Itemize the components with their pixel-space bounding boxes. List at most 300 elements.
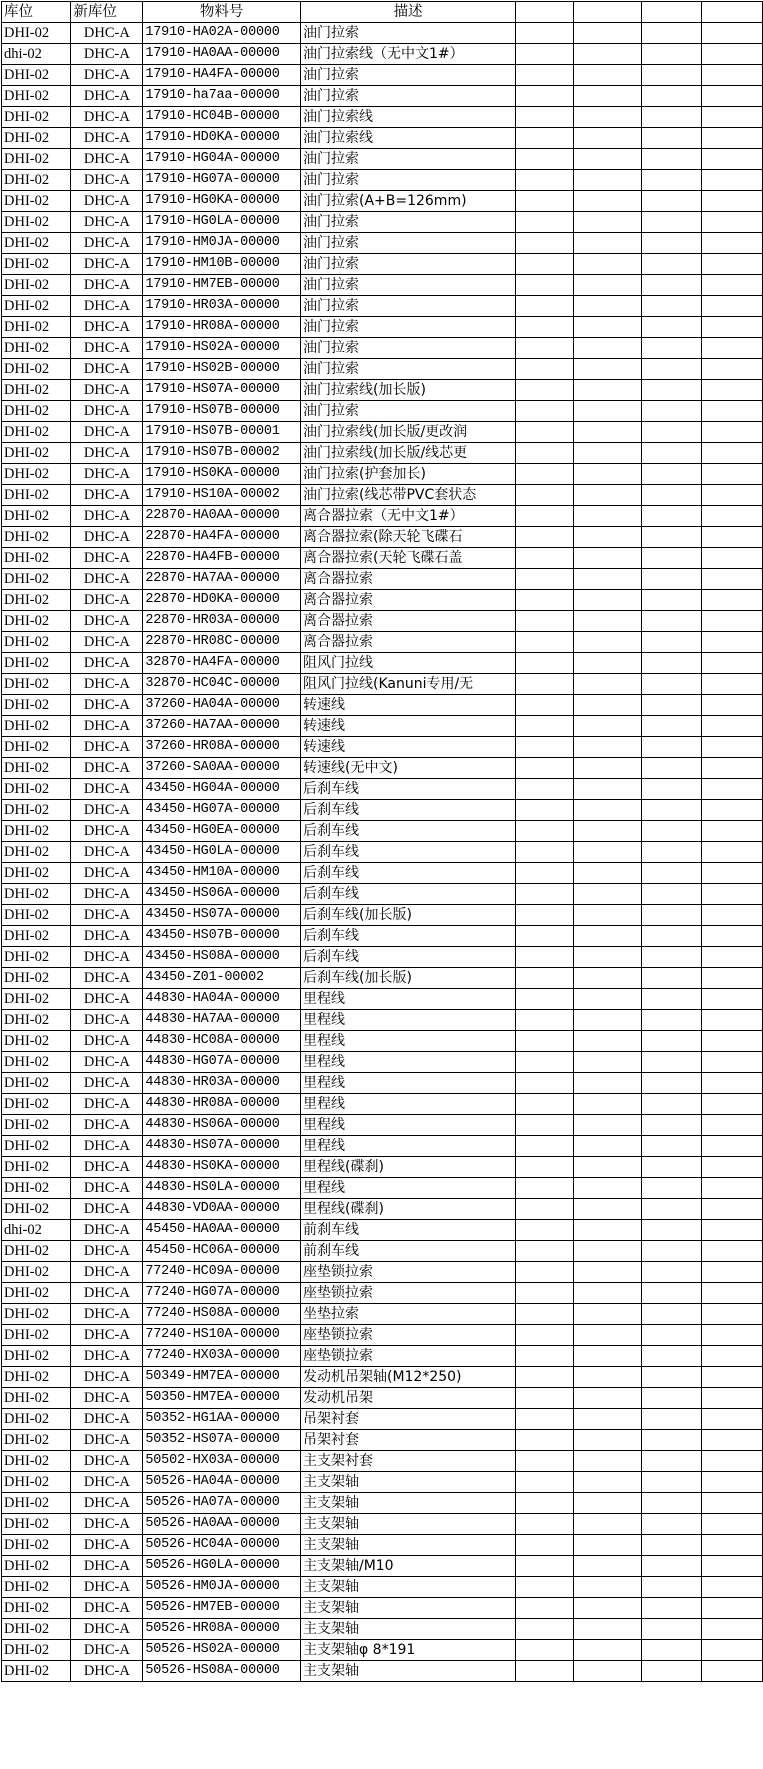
- empty-cell[interactable]: [641, 65, 702, 86]
- empty-cell[interactable]: [516, 1262, 574, 1283]
- part-number-cell[interactable]: 37260-SA0AA-00000: [143, 758, 301, 779]
- empty-cell[interactable]: [574, 695, 641, 716]
- empty-cell[interactable]: [516, 1094, 574, 1115]
- part-number-cell[interactable]: 77240-HX03A-00000: [143, 1346, 301, 1367]
- location-cell[interactable]: DHI-02: [2, 1430, 71, 1451]
- empty-cell[interactable]: [641, 1619, 702, 1640]
- empty-cell[interactable]: [574, 1052, 641, 1073]
- location-cell[interactable]: DHI-02: [2, 65, 71, 86]
- header-part-number[interactable]: 物料号: [143, 2, 301, 23]
- location-cell[interactable]: DHI-02: [2, 506, 71, 527]
- empty-cell[interactable]: [702, 1220, 763, 1241]
- part-number-cell[interactable]: 37260-HA7AA-00000: [143, 716, 301, 737]
- empty-cell[interactable]: [574, 1010, 641, 1031]
- empty-cell[interactable]: [516, 1493, 574, 1514]
- location-cell[interactable]: DHI-02: [2, 317, 71, 338]
- empty-cell[interactable]: [574, 149, 641, 170]
- empty-cell[interactable]: [516, 653, 574, 674]
- empty-cell[interactable]: [641, 1052, 702, 1073]
- empty-cell[interactable]: [516, 1451, 574, 1472]
- empty-cell[interactable]: [641, 1325, 702, 1346]
- empty-cell[interactable]: [702, 716, 763, 737]
- location-cell[interactable]: DHI-02: [2, 1031, 71, 1052]
- empty-cell[interactable]: [641, 44, 702, 65]
- empty-cell[interactable]: [574, 1031, 641, 1052]
- empty-cell[interactable]: [574, 1514, 641, 1535]
- part-number-cell[interactable]: 43450-HS08A-00000: [143, 947, 301, 968]
- new-location-cell[interactable]: DHC-A: [71, 590, 143, 611]
- part-number-cell[interactable]: 43450-HS07A-00000: [143, 905, 301, 926]
- empty-cell[interactable]: [702, 968, 763, 989]
- empty-cell[interactable]: [702, 1031, 763, 1052]
- empty-cell[interactable]: [702, 1493, 763, 1514]
- description-cell[interactable]: 油门拉索线(加长版): [300, 380, 515, 401]
- location-cell[interactable]: DHI-02: [2, 632, 71, 653]
- part-number-cell[interactable]: 17910-HA02A-00000: [143, 23, 301, 44]
- description-cell[interactable]: 油门拉索: [300, 254, 515, 275]
- empty-cell[interactable]: [641, 779, 702, 800]
- empty-cell[interactable]: [702, 23, 763, 44]
- empty-cell[interactable]: [516, 632, 574, 653]
- empty-cell[interactable]: [516, 905, 574, 926]
- description-cell[interactable]: 发动机吊架轴(M12*250): [300, 1367, 515, 1388]
- empty-cell[interactable]: [516, 107, 574, 128]
- location-cell[interactable]: DHI-02: [2, 233, 71, 254]
- description-cell[interactable]: 阻风门拉线(Kanuni专用/无: [300, 674, 515, 695]
- location-cell[interactable]: dhi-02: [2, 1220, 71, 1241]
- empty-cell[interactable]: [574, 86, 641, 107]
- empty-cell[interactable]: [516, 44, 574, 65]
- new-location-cell[interactable]: DHC-A: [71, 107, 143, 128]
- part-number-cell[interactable]: 17910-HC04B-00000: [143, 107, 301, 128]
- new-location-cell[interactable]: DHC-A: [71, 1556, 143, 1577]
- description-cell[interactable]: 油门拉索: [300, 233, 515, 254]
- description-cell[interactable]: 后刹车线: [300, 821, 515, 842]
- description-cell[interactable]: 油门拉索线: [300, 107, 515, 128]
- empty-cell[interactable]: [574, 485, 641, 506]
- empty-cell[interactable]: [702, 1598, 763, 1619]
- new-location-cell[interactable]: DHC-A: [71, 1073, 143, 1094]
- empty-cell[interactable]: [516, 1472, 574, 1493]
- empty-cell[interactable]: [641, 1010, 702, 1031]
- location-cell[interactable]: DHI-02: [2, 926, 71, 947]
- empty-cell[interactable]: [516, 23, 574, 44]
- new-location-cell[interactable]: DHC-A: [71, 191, 143, 212]
- empty-cell[interactable]: [516, 695, 574, 716]
- empty-cell[interactable]: [516, 1346, 574, 1367]
- location-cell[interactable]: DHI-02: [2, 1262, 71, 1283]
- empty-cell[interactable]: [641, 485, 702, 506]
- empty-cell[interactable]: [702, 989, 763, 1010]
- location-cell[interactable]: DHI-02: [2, 1052, 71, 1073]
- empty-cell[interactable]: [641, 716, 702, 737]
- part-number-cell[interactable]: 44830-HG07A-00000: [143, 1052, 301, 1073]
- part-number-cell[interactable]: 17910-HM7EB-00000: [143, 275, 301, 296]
- empty-cell[interactable]: [574, 1430, 641, 1451]
- empty-cell[interactable]: [574, 1640, 641, 1661]
- empty-cell[interactable]: [516, 1115, 574, 1136]
- empty-cell[interactable]: [702, 296, 763, 317]
- empty-cell[interactable]: [641, 1241, 702, 1262]
- new-location-cell[interactable]: DHC-A: [71, 611, 143, 632]
- empty-cell[interactable]: [641, 1283, 702, 1304]
- part-number-cell[interactable]: 17910-HA0AA-00000: [143, 44, 301, 65]
- empty-cell[interactable]: [641, 1136, 702, 1157]
- empty-cell[interactable]: [702, 44, 763, 65]
- empty-cell[interactable]: [641, 611, 702, 632]
- description-cell[interactable]: 油门拉索(线芯带PVC套状态: [300, 485, 515, 506]
- empty-cell[interactable]: [516, 191, 574, 212]
- empty-cell[interactable]: [641, 1514, 702, 1535]
- empty-cell[interactable]: [702, 1640, 763, 1661]
- header-location[interactable]: 库位: [2, 2, 71, 23]
- empty-cell[interactable]: [702, 443, 763, 464]
- location-cell[interactable]: DHI-02: [2, 1472, 71, 1493]
- part-number-cell[interactable]: 44830-HS0KA-00000: [143, 1157, 301, 1178]
- description-cell[interactable]: 主支架轴φ 8*191: [300, 1640, 515, 1661]
- empty-cell[interactable]: [641, 1388, 702, 1409]
- new-location-cell[interactable]: DHC-A: [71, 44, 143, 65]
- part-number-cell[interactable]: 43450-HG07A-00000: [143, 800, 301, 821]
- part-number-cell[interactable]: 37260-HR08A-00000: [143, 737, 301, 758]
- empty-cell[interactable]: [641, 212, 702, 233]
- empty-cell[interactable]: [641, 1367, 702, 1388]
- part-number-cell[interactable]: 17910-HS07B-00000: [143, 401, 301, 422]
- empty-cell[interactable]: [702, 1241, 763, 1262]
- location-cell[interactable]: DHI-02: [2, 863, 71, 884]
- new-location-cell[interactable]: DHC-A: [71, 1346, 143, 1367]
- location-cell[interactable]: DHI-02: [2, 527, 71, 548]
- location-cell[interactable]: DHI-02: [2, 128, 71, 149]
- description-cell[interactable]: 吊架衬套: [300, 1409, 515, 1430]
- empty-cell[interactable]: [702, 1430, 763, 1451]
- location-cell[interactable]: DHI-02: [2, 611, 71, 632]
- empty-cell[interactable]: [516, 1010, 574, 1031]
- empty-cell[interactable]: [641, 674, 702, 695]
- new-location-cell[interactable]: DHC-A: [71, 233, 143, 254]
- empty-cell[interactable]: [516, 1409, 574, 1430]
- empty-cell[interactable]: [702, 233, 763, 254]
- empty-cell[interactable]: [702, 338, 763, 359]
- new-location-cell[interactable]: DHC-A: [71, 548, 143, 569]
- empty-cell[interactable]: [574, 527, 641, 548]
- empty-cell[interactable]: [574, 128, 641, 149]
- location-cell[interactable]: dhi-02: [2, 44, 71, 65]
- empty-cell[interactable]: [641, 149, 702, 170]
- empty-cell[interactable]: [702, 422, 763, 443]
- new-location-cell[interactable]: DHC-A: [71, 149, 143, 170]
- empty-cell[interactable]: [574, 590, 641, 611]
- empty-cell[interactable]: [702, 863, 763, 884]
- description-cell[interactable]: 油门拉索(A+B=126mm): [300, 191, 515, 212]
- empty-cell[interactable]: [574, 674, 641, 695]
- new-location-cell[interactable]: DHC-A: [71, 1115, 143, 1136]
- empty-cell[interactable]: [516, 1535, 574, 1556]
- description-cell[interactable]: 里程线: [300, 989, 515, 1010]
- description-cell[interactable]: 主支架轴: [300, 1661, 515, 1682]
- empty-cell[interactable]: [641, 1598, 702, 1619]
- part-number-cell[interactable]: 17910-HG07A-00000: [143, 170, 301, 191]
- location-cell[interactable]: DHI-02: [2, 149, 71, 170]
- description-cell[interactable]: 油门拉索: [300, 86, 515, 107]
- empty-cell[interactable]: [516, 611, 574, 632]
- empty-cell[interactable]: [641, 1577, 702, 1598]
- empty-cell[interactable]: [702, 506, 763, 527]
- location-cell[interactable]: DHI-02: [2, 212, 71, 233]
- empty-cell[interactable]: [702, 821, 763, 842]
- empty-cell[interactable]: [516, 254, 574, 275]
- location-cell[interactable]: DHI-02: [2, 1409, 71, 1430]
- empty-cell[interactable]: [641, 1031, 702, 1052]
- description-cell[interactable]: 主支架轴: [300, 1577, 515, 1598]
- new-location-cell[interactable]: DHC-A: [71, 86, 143, 107]
- empty-cell[interactable]: [574, 1556, 641, 1577]
- part-number-cell[interactable]: 22870-HA0AA-00000: [143, 506, 301, 527]
- part-number-cell[interactable]: 43450-Z01-00002: [143, 968, 301, 989]
- empty-cell[interactable]: [641, 296, 702, 317]
- empty-cell[interactable]: [641, 968, 702, 989]
- empty-cell[interactable]: [702, 1325, 763, 1346]
- new-location-cell[interactable]: DHC-A: [71, 569, 143, 590]
- empty-cell[interactable]: [702, 317, 763, 338]
- empty-cell[interactable]: [641, 527, 702, 548]
- empty-cell[interactable]: [702, 800, 763, 821]
- empty-cell[interactable]: [574, 716, 641, 737]
- empty-cell[interactable]: [702, 1157, 763, 1178]
- part-number-cell[interactable]: 43450-HG0EA-00000: [143, 821, 301, 842]
- new-location-cell[interactable]: DHC-A: [71, 1367, 143, 1388]
- empty-cell[interactable]: [574, 1157, 641, 1178]
- empty-cell[interactable]: [574, 863, 641, 884]
- empty-cell[interactable]: [574, 1136, 641, 1157]
- empty-cell[interactable]: [574, 1535, 641, 1556]
- description-cell[interactable]: 油门拉索: [300, 23, 515, 44]
- description-cell[interactable]: 油门拉索: [300, 170, 515, 191]
- description-cell[interactable]: 油门拉索: [300, 338, 515, 359]
- description-cell[interactable]: 转速线: [300, 716, 515, 737]
- location-cell[interactable]: DHI-02: [2, 1010, 71, 1031]
- empty-cell[interactable]: [702, 359, 763, 380]
- new-location-cell[interactable]: DHC-A: [71, 1409, 143, 1430]
- new-location-cell[interactable]: DHC-A: [71, 947, 143, 968]
- location-cell[interactable]: DHI-02: [2, 1283, 71, 1304]
- part-number-cell[interactable]: 32870-HC04C-00000: [143, 674, 301, 695]
- empty-cell[interactable]: [702, 191, 763, 212]
- empty-cell[interactable]: [702, 1619, 763, 1640]
- header-empty-cell[interactable]: [574, 2, 641, 23]
- part-number-cell[interactable]: 50352-HG1AA-00000: [143, 1409, 301, 1430]
- new-location-cell[interactable]: DHC-A: [71, 1619, 143, 1640]
- location-cell[interactable]: DHI-02: [2, 947, 71, 968]
- part-number-cell[interactable]: 50526-HR08A-00000: [143, 1619, 301, 1640]
- description-cell[interactable]: 油门拉索: [300, 65, 515, 86]
- description-cell[interactable]: 里程线: [300, 1052, 515, 1073]
- empty-cell[interactable]: [702, 653, 763, 674]
- part-number-cell[interactable]: 17910-HS02A-00000: [143, 338, 301, 359]
- header-description[interactable]: 描述: [300, 2, 515, 23]
- new-location-cell[interactable]: DHC-A: [71, 1010, 143, 1031]
- empty-cell[interactable]: [574, 1220, 641, 1241]
- new-location-cell[interactable]: DHC-A: [71, 1535, 143, 1556]
- empty-cell[interactable]: [702, 1514, 763, 1535]
- empty-cell[interactable]: [516, 716, 574, 737]
- description-cell[interactable]: 油门拉索线: [300, 128, 515, 149]
- empty-cell[interactable]: [641, 632, 702, 653]
- new-location-cell[interactable]: DHC-A: [71, 1178, 143, 1199]
- location-cell[interactable]: DHI-02: [2, 590, 71, 611]
- part-number-cell[interactable]: 44830-VD0AA-00000: [143, 1199, 301, 1220]
- location-cell[interactable]: DHI-02: [2, 569, 71, 590]
- empty-cell[interactable]: [516, 758, 574, 779]
- new-location-cell[interactable]: DHC-A: [71, 653, 143, 674]
- part-number-cell[interactable]: 77240-HG07A-00000: [143, 1283, 301, 1304]
- part-number-cell[interactable]: 45450-HA0AA-00000: [143, 1220, 301, 1241]
- new-location-cell[interactable]: DHC-A: [71, 1661, 143, 1682]
- empty-cell[interactable]: [574, 443, 641, 464]
- new-location-cell[interactable]: DHC-A: [71, 863, 143, 884]
- empty-cell[interactable]: [516, 1220, 574, 1241]
- part-number-cell[interactable]: 22870-HR08C-00000: [143, 632, 301, 653]
- empty-cell[interactable]: [574, 758, 641, 779]
- location-cell[interactable]: DHI-02: [2, 1367, 71, 1388]
- empty-cell[interactable]: [516, 674, 574, 695]
- empty-cell[interactable]: [574, 401, 641, 422]
- new-location-cell[interactable]: DHC-A: [71, 758, 143, 779]
- description-cell[interactable]: 后刹车线: [300, 884, 515, 905]
- part-number-cell[interactable]: 22870-HR03A-00000: [143, 611, 301, 632]
- empty-cell[interactable]: [641, 1304, 702, 1325]
- empty-cell[interactable]: [574, 1367, 641, 1388]
- description-cell[interactable]: 座垫锁拉索: [300, 1283, 515, 1304]
- header-empty-cell[interactable]: [702, 2, 763, 23]
- location-cell[interactable]: DHI-02: [2, 86, 71, 107]
- location-cell[interactable]: DHI-02: [2, 1325, 71, 1346]
- empty-cell[interactable]: [574, 947, 641, 968]
- new-location-cell[interactable]: DHC-A: [71, 1220, 143, 1241]
- empty-cell[interactable]: [702, 926, 763, 947]
- part-number-cell[interactable]: 17910-HS0KA-00000: [143, 464, 301, 485]
- empty-cell[interactable]: [574, 1325, 641, 1346]
- part-number-cell[interactable]: 50526-HM7EB-00000: [143, 1598, 301, 1619]
- description-cell[interactable]: 转速线(无中文): [300, 758, 515, 779]
- empty-cell[interactable]: [641, 233, 702, 254]
- empty-cell[interactable]: [516, 506, 574, 527]
- empty-cell[interactable]: [574, 338, 641, 359]
- empty-cell[interactable]: [641, 695, 702, 716]
- empty-cell[interactable]: [516, 590, 574, 611]
- location-cell[interactable]: DHI-02: [2, 548, 71, 569]
- empty-cell[interactable]: [516, 1367, 574, 1388]
- description-cell[interactable]: 离合器拉索（无中文1#）: [300, 506, 515, 527]
- part-number-cell[interactable]: 43450-HS07B-00000: [143, 926, 301, 947]
- part-number-cell[interactable]: 50526-HA07A-00000: [143, 1493, 301, 1514]
- new-location-cell[interactable]: DHC-A: [71, 1031, 143, 1052]
- empty-cell[interactable]: [641, 23, 702, 44]
- empty-cell[interactable]: [574, 1073, 641, 1094]
- description-cell[interactable]: 主支架轴: [300, 1535, 515, 1556]
- empty-cell[interactable]: [574, 359, 641, 380]
- description-cell[interactable]: 主支架轴: [300, 1493, 515, 1514]
- description-cell[interactable]: 转速线: [300, 737, 515, 758]
- new-location-cell[interactable]: DHC-A: [71, 695, 143, 716]
- part-number-cell[interactable]: 22870-HA4FA-00000: [143, 527, 301, 548]
- location-cell[interactable]: DHI-02: [2, 1199, 71, 1220]
- location-cell[interactable]: DHI-02: [2, 1304, 71, 1325]
- empty-cell[interactable]: [641, 254, 702, 275]
- empty-cell[interactable]: [702, 401, 763, 422]
- empty-cell[interactable]: [702, 674, 763, 695]
- new-location-cell[interactable]: DHC-A: [71, 1388, 143, 1409]
- empty-cell[interactable]: [574, 989, 641, 1010]
- location-cell[interactable]: DHI-02: [2, 968, 71, 989]
- empty-cell[interactable]: [574, 1388, 641, 1409]
- empty-cell[interactable]: [641, 1493, 702, 1514]
- part-number-cell[interactable]: 45450-HC06A-00000: [143, 1241, 301, 1262]
- empty-cell[interactable]: [641, 590, 702, 611]
- empty-cell[interactable]: [702, 737, 763, 758]
- empty-cell[interactable]: [702, 1052, 763, 1073]
- part-number-cell[interactable]: 44830-HR03A-00000: [143, 1073, 301, 1094]
- location-cell[interactable]: DHI-02: [2, 1241, 71, 1262]
- new-location-cell[interactable]: DHC-A: [71, 254, 143, 275]
- description-cell[interactable]: 后刹车线: [300, 779, 515, 800]
- location-cell[interactable]: DHI-02: [2, 23, 71, 44]
- empty-cell[interactable]: [516, 863, 574, 884]
- empty-cell[interactable]: [702, 485, 763, 506]
- empty-cell[interactable]: [516, 233, 574, 254]
- empty-cell[interactable]: [641, 443, 702, 464]
- empty-cell[interactable]: [516, 149, 574, 170]
- part-number-cell[interactable]: 17910-HR03A-00000: [143, 296, 301, 317]
- empty-cell[interactable]: [641, 1094, 702, 1115]
- location-cell[interactable]: DHI-02: [2, 737, 71, 758]
- new-location-cell[interactable]: DHC-A: [71, 1472, 143, 1493]
- new-location-cell[interactable]: DHC-A: [71, 1451, 143, 1472]
- description-cell[interactable]: 油门拉索: [300, 149, 515, 170]
- new-location-cell[interactable]: DHC-A: [71, 737, 143, 758]
- empty-cell[interactable]: [641, 1409, 702, 1430]
- empty-cell[interactable]: [574, 548, 641, 569]
- empty-cell[interactable]: [574, 1262, 641, 1283]
- location-cell[interactable]: DHI-02: [2, 695, 71, 716]
- empty-cell[interactable]: [702, 65, 763, 86]
- description-cell[interactable]: 油门拉索线(加长版/线芯更: [300, 443, 515, 464]
- new-location-cell[interactable]: DHC-A: [71, 926, 143, 947]
- new-location-cell[interactable]: DHC-A: [71, 884, 143, 905]
- empty-cell[interactable]: [702, 1409, 763, 1430]
- new-location-cell[interactable]: DHC-A: [71, 359, 143, 380]
- description-cell[interactable]: 里程线: [300, 1073, 515, 1094]
- part-number-cell[interactable]: 44830-HC08A-00000: [143, 1031, 301, 1052]
- empty-cell[interactable]: [574, 611, 641, 632]
- part-number-cell[interactable]: 17910-HS07B-00001: [143, 422, 301, 443]
- empty-cell[interactable]: [516, 1577, 574, 1598]
- empty-cell[interactable]: [641, 1220, 702, 1241]
- description-cell[interactable]: 离合器拉索(天轮飞碟石盖: [300, 548, 515, 569]
- new-location-cell[interactable]: DHC-A: [71, 1136, 143, 1157]
- new-location-cell[interactable]: DHC-A: [71, 422, 143, 443]
- location-cell[interactable]: DHI-02: [2, 1094, 71, 1115]
- empty-cell[interactable]: [516, 128, 574, 149]
- empty-cell[interactable]: [641, 1535, 702, 1556]
- description-cell[interactable]: 离合器拉索: [300, 611, 515, 632]
- empty-cell[interactable]: [702, 905, 763, 926]
- empty-cell[interactable]: [641, 569, 702, 590]
- location-cell[interactable]: DHI-02: [2, 905, 71, 926]
- empty-cell[interactable]: [702, 569, 763, 590]
- description-cell[interactable]: 里程线(碟刹): [300, 1199, 515, 1220]
- description-cell[interactable]: 后刹车线: [300, 800, 515, 821]
